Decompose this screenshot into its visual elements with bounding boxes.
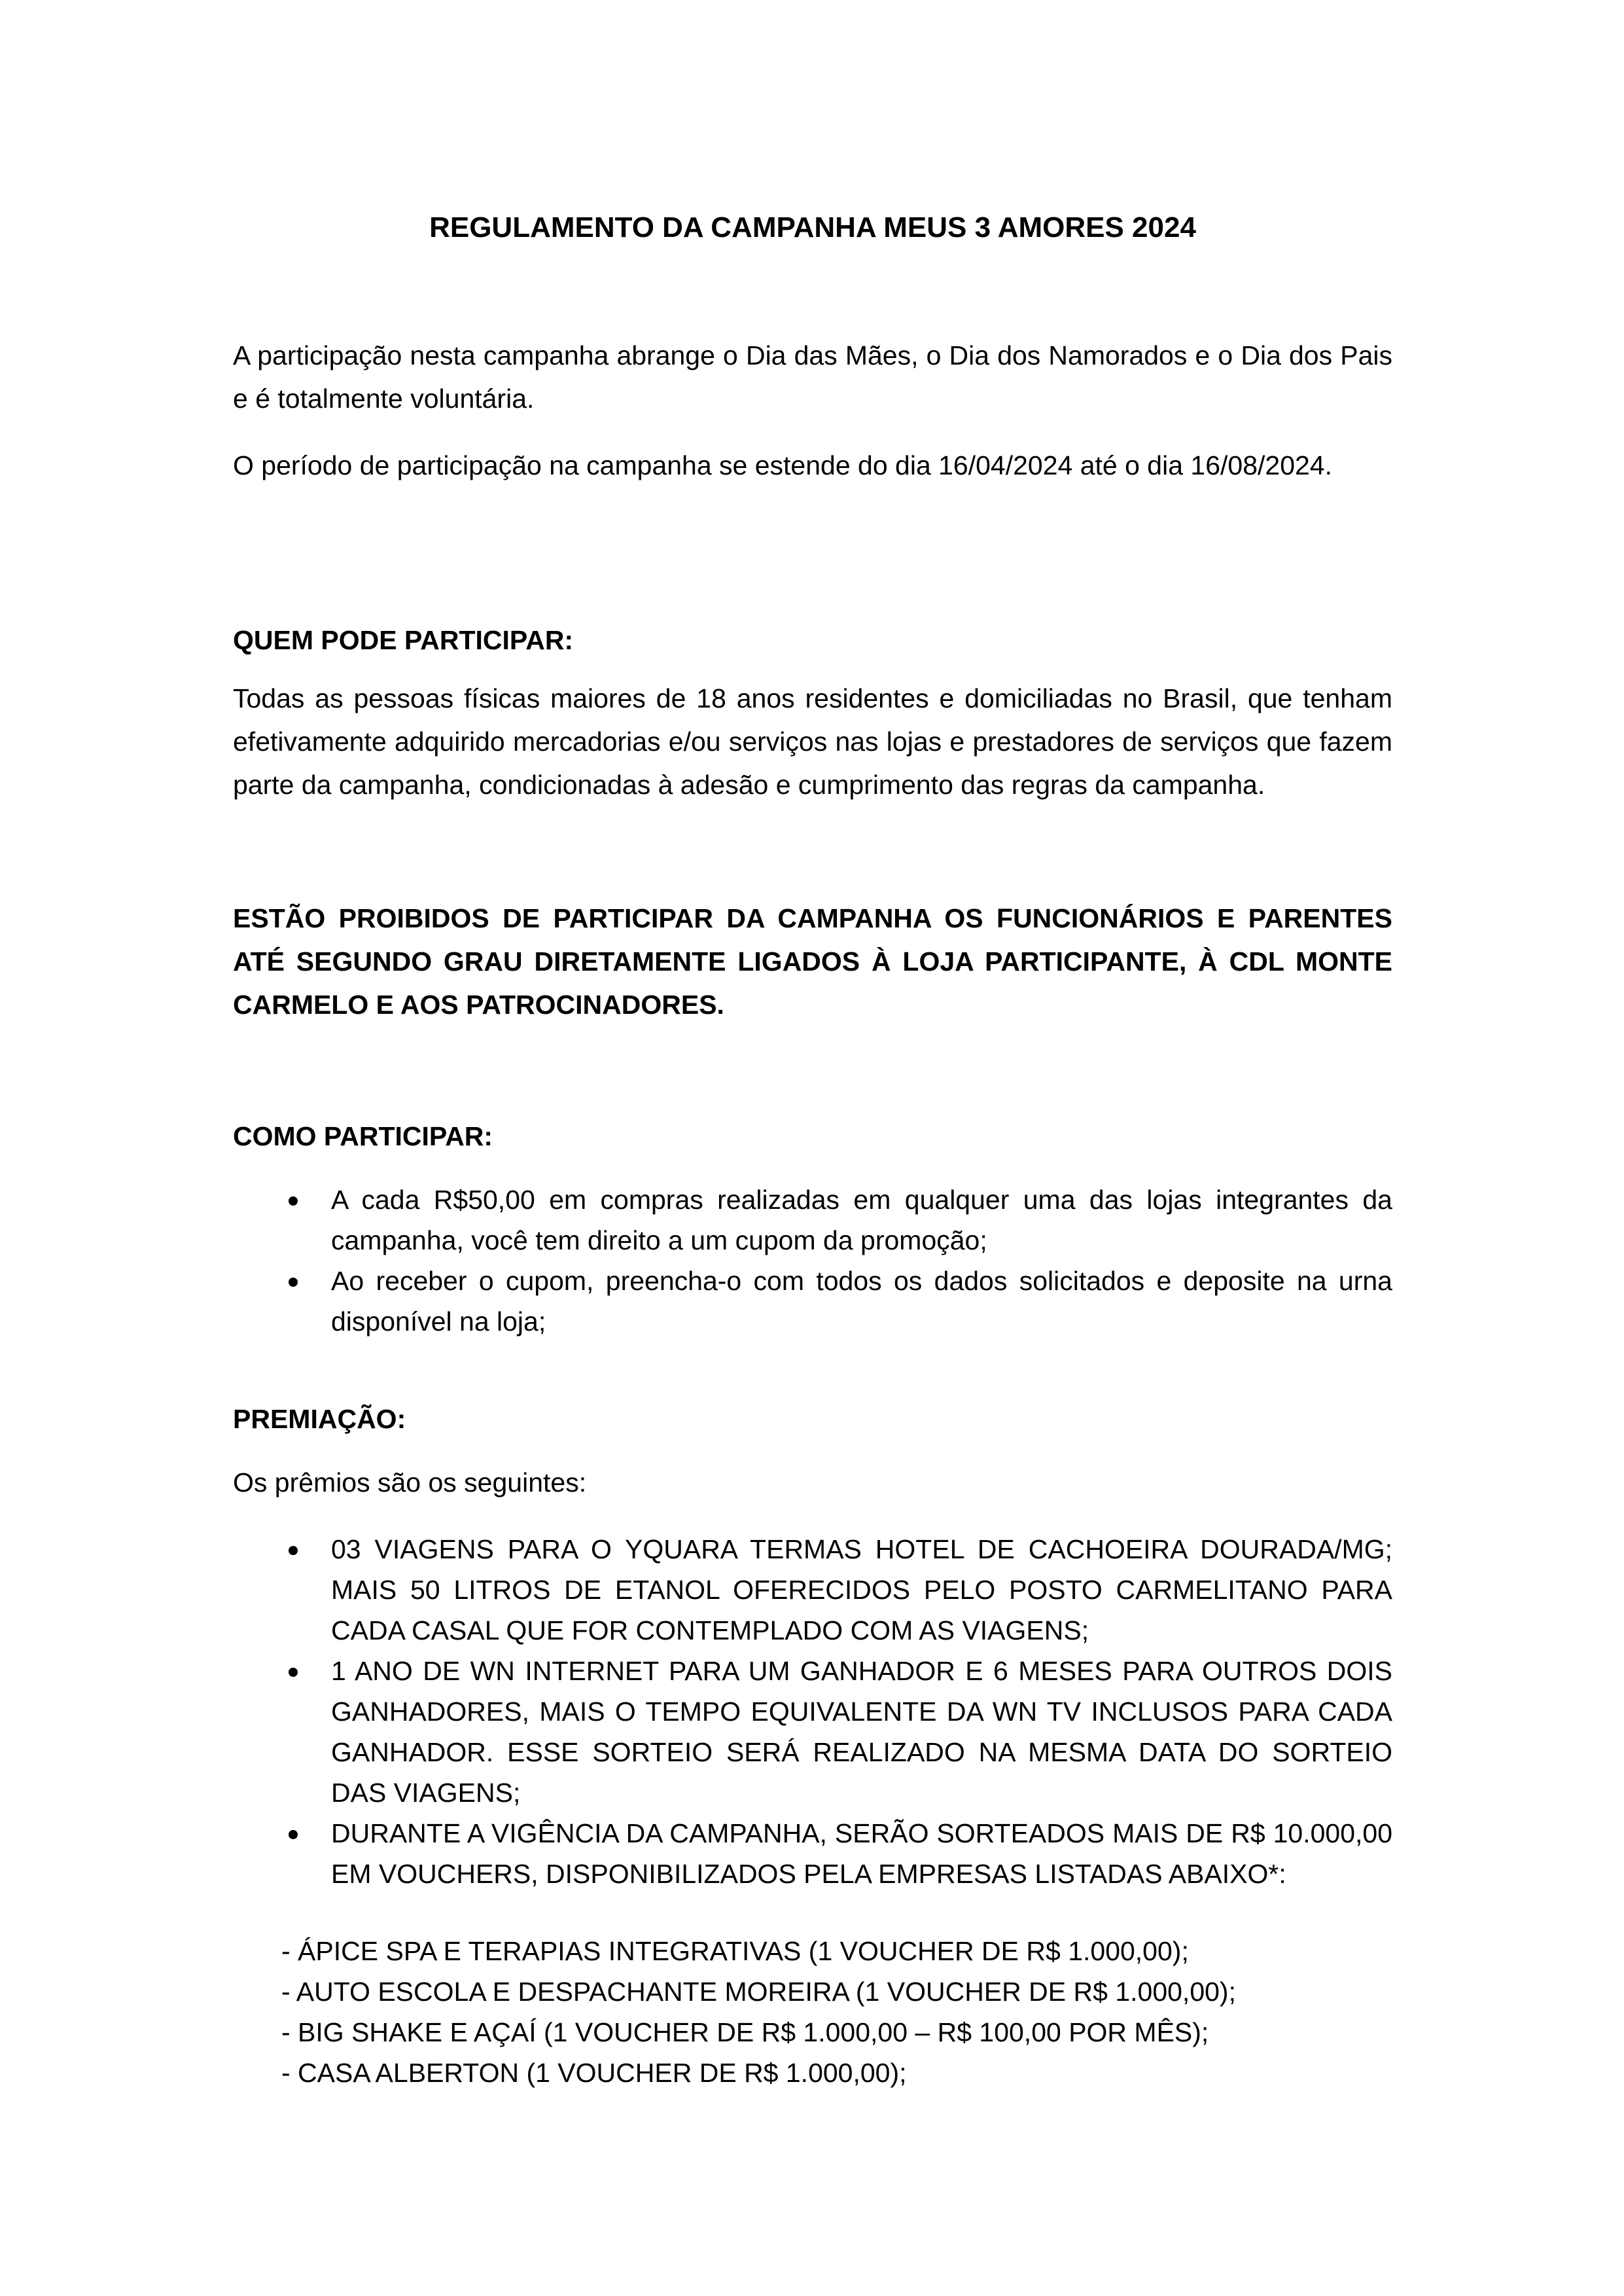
sponsor-item: - CASA ALBERTON (1 VOUCHER DE R$ 1.000,00); bbox=[281, 2058, 907, 2088]
document-title: REGULAMENTO DA CAMPANHA MEUS 3 AMORES 2024 bbox=[429, 211, 1196, 243]
bullet-icon bbox=[289, 1830, 298, 1839]
list-item-text: 03 VIAGENS PARA O YQUARA TERMAS HOTEL DE CACHOEIRA DOURADA/MG; MAIS 50 LITROS DE ETANOL OFERECIDOS PELO POSTO CARMELITANO PARA CADA CASAL QUE FOR CONTEMPLADO COM AS VIAGENS; bbox=[331, 1534, 1392, 1645]
bullet-icon bbox=[289, 1546, 298, 1555]
sponsor-list bbox=[281, 1931, 1394, 2093]
section-heading-quem: QUEM PODE PARTICIPAR: bbox=[233, 625, 574, 655]
list-item-text: A cada R$50,00 em compras realizadas em qualquer uma das lojas integrantes da campanha, você tem direito a um cupom da promoção; bbox=[331, 1185, 1392, 1255]
list-item bbox=[233, 1179, 1392, 1261]
list-item bbox=[233, 1651, 1392, 1813]
prohibited-notice: ESTÃO PROIBIDOS DE PARTICIPAR DA CAMPANHA OS FUNCIONÁRIOS E PARENTES ATÉ SEGUNDO GRAU DIRETAMENTE LIGADOS À LOJA PARTICIPANTE, À CDL MONTE CARMELO E AOS PATROCINADORES. bbox=[233, 903, 1392, 1020]
sponsor-item: - AUTO ESCOLA E DESPACHANTE MOREIRA (1 VOUCHER DE R$ 1.000,00); bbox=[281, 1977, 1236, 2007]
list-item-text: Ao receber o cupom, preencha-o com todos os dados solicitados e deposite na urna disponível na loja; bbox=[331, 1266, 1392, 1336]
premiacao-intro: Os prêmios são os seguintes: bbox=[233, 1467, 587, 1498]
section-heading-como: COMO PARTICIPAR: bbox=[233, 1121, 493, 1151]
list-item-text: DURANTE A VIGÊNCIA DA CAMPANHA, SERÃO SORTEADOS MAIS DE R$ 10.000,00 EM VOUCHERS, DISPONIBILIZADOS PELA EMPRESAS LISTADAS ABAIXO*: bbox=[331, 1818, 1392, 1889]
list-item bbox=[233, 1529, 1392, 1651]
list-item-text: 1 ANO DE WN INTERNET PARA UM GANHADOR E 6 MESES PARA OUTROS DOIS GANHADORES, MAIS O TEMPO EQUIVALENTE DA WN TV INCLUSOS PARA CADA GANHADOR. ESSE SORTEIO SERÁ REALIZADO NA MESMA DATA DO SORTEIO DAS VIAGENS; bbox=[331, 1656, 1392, 1808]
list-item bbox=[233, 1813, 1392, 1894]
section-heading-premiacao: PREMIAÇÃO: bbox=[233, 1404, 406, 1434]
sponsor-item: - ÁPICE SPA E TERAPIAS INTEGRATIVAS (1 VOUCHER DE R$ 1.000,00); bbox=[281, 1936, 1189, 1966]
como-list bbox=[233, 1179, 1392, 1342]
intro-paragraph-2: O período de participação na campanha se estende do dia 16/04/2024 até o dia 16/08/2024. bbox=[233, 450, 1332, 480]
premiacao-list bbox=[233, 1529, 1392, 1894]
bullet-icon bbox=[289, 1196, 298, 1206]
bullet-icon bbox=[289, 1278, 298, 1287]
list-item bbox=[233, 1261, 1392, 1342]
sponsor-item: - BIG SHAKE E AÇAÍ (1 VOUCHER DE R$ 1.000,00 – R$ 100,00 POR MÊS); bbox=[281, 2017, 1209, 2047]
document-page bbox=[233, 0, 1392, 2296]
intro-paragraph-1: A participação nesta campanha abrange o Dia das Mães, o Dia dos Namorados e o Dia dos Pais e é totalmente voluntária. bbox=[233, 340, 1392, 414]
quem-paragraph: Todas as pessoas físicas maiores de 18 anos residentes e domiciliadas no Brasil, que tenham efetivamente adquirido mercadorias e/ou serviços nas lojas e prestadores de serviços que fazem parte da campanha, condicionadas à adesão e cumprimento das regras da campanha. bbox=[233, 683, 1392, 800]
bullet-icon bbox=[289, 1668, 298, 1677]
